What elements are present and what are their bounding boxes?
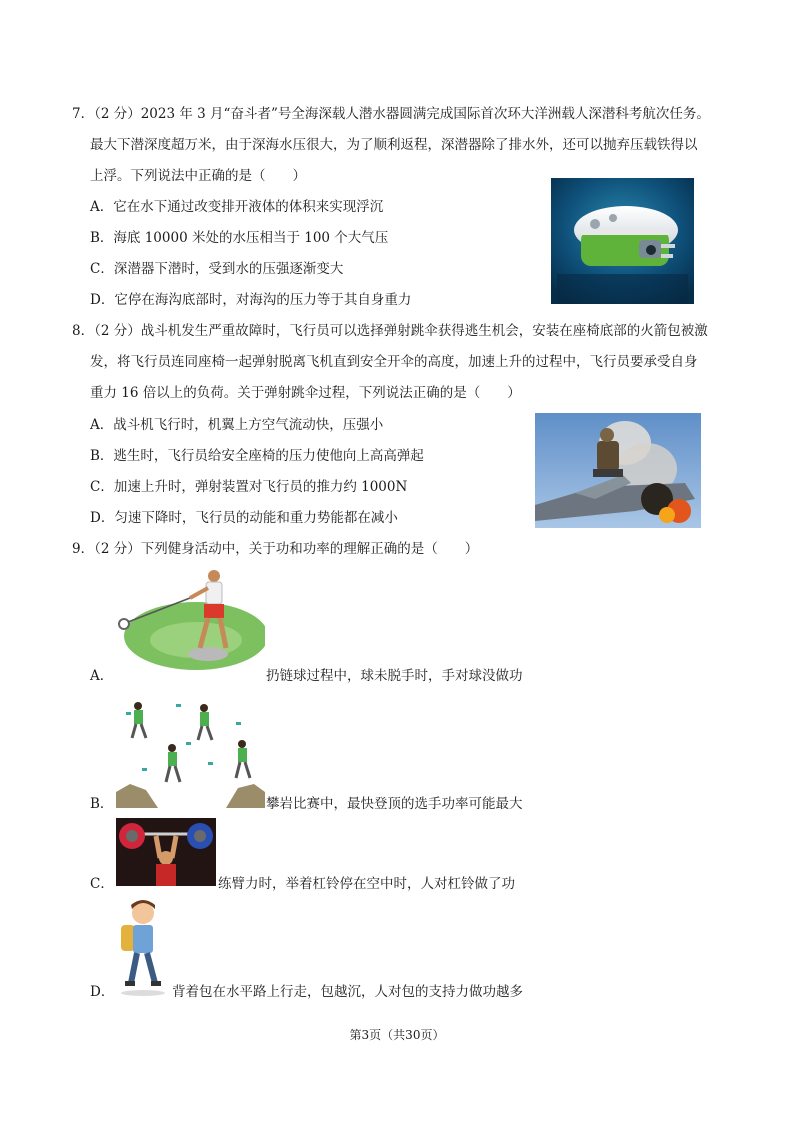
q8-stem-line2: 发，将飞行员连同座椅一起弹射脱离飞机直到安全开伞的高度，加速上升的过程中，飞行员要承受自身	[90, 354, 698, 370]
q8-stem-line1: 8．（2 分）战斗机发生严重故障时，飞行员可以选择弹射跳伞获得逃生机会，安装在座椅底部的火箭包被激	[72, 323, 708, 339]
q7-option-d[interactable]: D．它停在海沟底部时，对海沟的压力等于其自身重力	[90, 292, 412, 308]
hammer-throw-image	[116, 566, 265, 678]
q9-option-d-letter[interactable]: D．	[90, 984, 115, 1000]
q9-option-a-letter[interactable]: A．	[90, 668, 114, 684]
submersible-image	[551, 178, 694, 304]
q7-option-c[interactable]: C．深潜器下潜时，受到水的压强逐渐变大	[90, 261, 344, 277]
q7-option-b[interactable]: B．海底 10000 米处的水压相当于 100 个大气压	[90, 230, 389, 246]
q9-option-c-text[interactable]: 练臂力时，举着杠铃停在空中时，人对杠铃做了功	[218, 876, 515, 892]
q7-option-a[interactable]: A．它在水下通过改变排开液体的体积来实现浮沉	[90, 199, 384, 215]
q8-option-c[interactable]: C．加速上升时，弹射装置对飞行员的推力约 1000N	[90, 479, 408, 495]
q9-option-b-letter[interactable]: B．	[90, 796, 114, 812]
q8-option-b[interactable]: B．逃生时，飞行员给安全座椅的压力使他向上高高弹起	[90, 448, 424, 464]
q8-stem-line3: 重力 16 倍以上的负荷。关于弹射跳伞过程，下列说法正确的是（ ）	[90, 385, 521, 401]
q9-stem: 9．（2 分）下列健身活动中，关于功和功率的理解正确的是（ ）	[72, 541, 479, 557]
weightlifting-image	[116, 818, 216, 886]
page-number-footer: 第3页（共30页）	[349, 1028, 445, 1042]
q9-option-b-text[interactable]: 攀岩比赛中，最快登顶的选手功率可能最大	[266, 796, 523, 812]
backpack-walker-image	[113, 897, 171, 997]
ejection-seat-image	[535, 413, 701, 528]
q9-option-d-text[interactable]: 背着包在水平路上行走，包越沉，人对包的支持力做功越多	[172, 984, 523, 1000]
q9-option-a-text[interactable]: 扔链球过程中，球未脱手时，手对球没做功	[266, 668, 523, 684]
q7-stem-line3: 上浮。下列说法中正确的是（ ）	[90, 168, 306, 184]
q7-stem-line1: 7．（2 分）2023 年 3 月“奋斗者”号全海深载人潜水器圆满完成国际首次环大洋洲载人深潜科考航次任务。	[72, 106, 710, 122]
rock-climbing-image	[116, 692, 265, 808]
q8-option-a[interactable]: A．战斗机飞行时，机翼上方空气流动快，压强小	[90, 417, 384, 433]
q9-option-c-letter[interactable]: C．	[90, 876, 114, 892]
q8-option-d[interactable]: D．匀速下降时，飞行员的动能和重力势能都在减小	[90, 510, 398, 526]
q7-stem-line2: 最大下潜深度超万米，由于深海水压很大，为了顺利返程，深潜器除了排水外，还可以抛弃压载铁得以	[90, 137, 698, 153]
